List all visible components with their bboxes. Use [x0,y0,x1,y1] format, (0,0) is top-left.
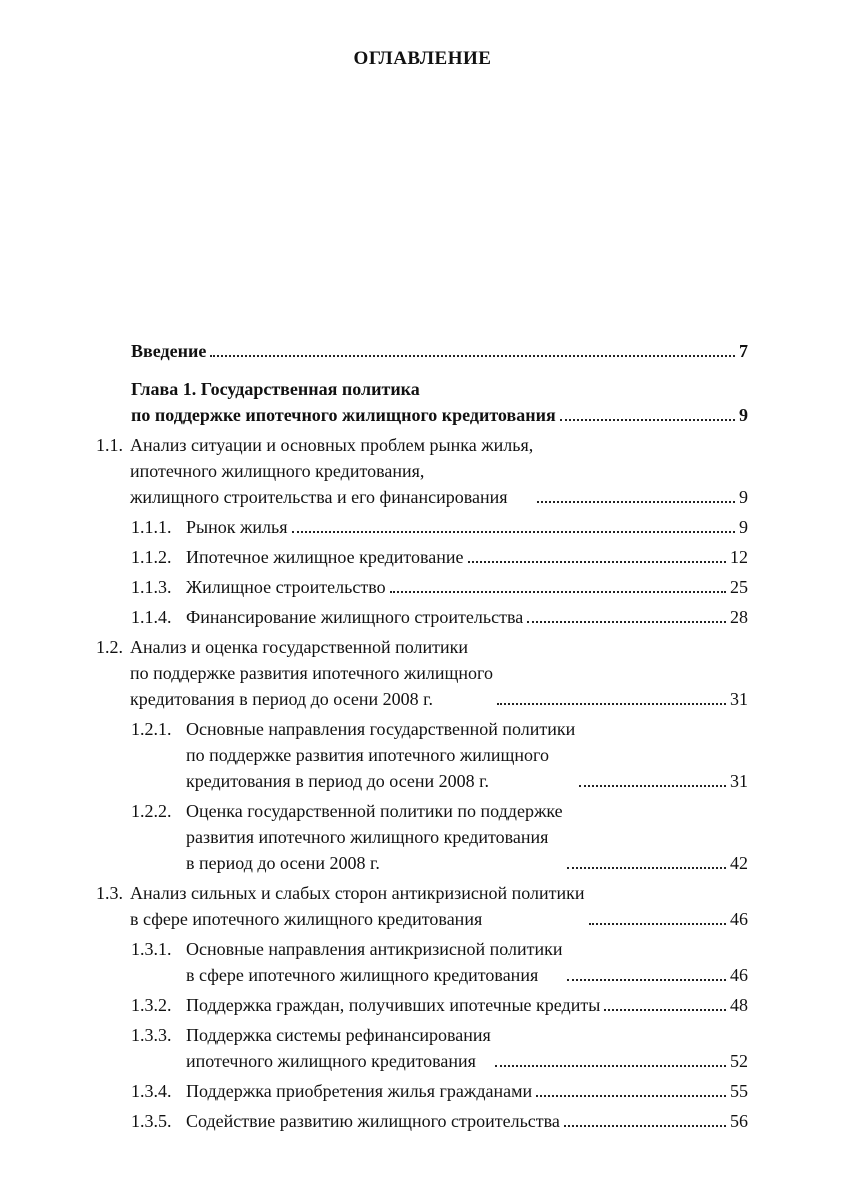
toc-entry [96,880,748,932]
toc-entry-number: 1.2.1. [131,719,172,739]
dot-leader [537,501,735,503]
toc-entry-title-line: Анализ ситуации и основных проблем рынка жилья, [130,435,534,455]
toc-entry [96,544,748,570]
toc-entry-title-line: Финансирование жилищного строительства [186,607,524,627]
dot-leader [527,621,726,623]
toc-entry [96,604,748,630]
dot-leader [468,561,726,563]
toc-entry-title-line: в период до осени 2008 г. [186,853,380,873]
toc-entry-title-line: ипотечного жилищного кредитования, [130,461,425,481]
toc-entry-number: 1.3.2. [131,995,172,1015]
toc-entry [96,1108,748,1134]
toc-page-number: 55 [730,1081,748,1101]
toc-entry-title-line: Ипотечное жилищное кредитование [186,547,464,567]
dot-leader [210,355,735,357]
toc-entry [96,376,748,428]
toc-entry-title-line: Рынок жилья [186,517,288,537]
toc-entry-title-line: кредитования в период до осени 2008 г. [186,771,490,791]
toc-entry-number: 1.2. [96,637,123,657]
toc-entry-title-line: ипотечного жилищного кредитования [186,1051,476,1071]
toc-entry [96,1078,748,1104]
dot-leader [495,1065,726,1067]
toc-entry-title-line: Глава 1. Государственная политика [131,379,420,399]
toc-page-number: 48 [730,995,748,1015]
toc-entry-title-line: Содействие развитию жилищного строительства [186,1111,560,1131]
toc-entry [96,1022,748,1074]
toc-entry-title-line: Поддержка системы рефинансирования [186,1025,491,1045]
toc-page-number: 56 [730,1111,748,1131]
toc-page-number: 25 [730,577,748,597]
toc-entry-title-line: Введение [131,341,207,361]
toc-page-number: 31 [730,689,748,709]
toc-entry [96,798,748,876]
dot-leader [604,1009,726,1011]
toc-page-number: 7 [739,341,748,361]
toc-entry-title-line: Основные направления государственной политики [186,719,576,739]
dot-leader [564,1125,726,1127]
dot-leader [567,867,726,869]
dot-leader [536,1095,726,1097]
toc-page-number: 52 [730,1051,748,1071]
toc-entry-title-line: Анализ сильных и слабых сторон антикризисной политики [130,883,585,903]
toc-entry-title-line: Поддержка граждан, получивших ипотечные кредиты [186,995,601,1015]
toc-entry-title-line: по поддержке развития ипотечного жилищного [186,745,549,765]
dot-leader [567,979,726,981]
toc-entry-number: 1.3.4. [131,1081,172,1101]
toc-page-number: 9 [739,517,748,537]
toc-entry [96,936,748,988]
toc-entry [96,634,748,712]
toc-entry-number: 1.1.3. [131,577,172,597]
toc-entry-title-line: Поддержка приобретения жилья гражданами [186,1081,533,1101]
toc-page-number: 42 [730,853,748,873]
toc-entry-title-line: по поддержке развития ипотечного жилищного [130,663,493,683]
toc-page-number: 46 [730,909,748,929]
toc-entry-number: 1.3. [96,883,123,903]
toc-page-number: 12 [730,547,748,567]
dot-leader [579,785,726,787]
toc-entry-title-line: кредитования в период до осени 2008 г. [130,689,434,709]
toc-entry-number: 1.1.4. [131,607,172,627]
toc-entry-title-line: в сфере ипотечного жилищного кредитования [186,965,539,985]
toc-page-number: 28 [730,607,748,627]
toc-entry [96,432,748,510]
toc-entry-title-line: Основные направления антикризисной политики [186,939,563,959]
toc-entry-title-line: в сфере ипотечного жилищного кредитования [130,909,483,929]
toc-entry-title-line: жилищного строительства и его финансирования [130,487,508,507]
toc-entry [96,992,748,1018]
toc-entry-title-line: развития ипотечного жилищного кредитования [186,827,549,847]
toc-entry-title-line: по поддержке ипотечного жилищного кредитования [131,405,556,425]
toc-entry [96,514,748,540]
toc-entry-number: 1.3.3. [131,1025,172,1045]
dot-leader [560,419,735,421]
toc-entry-title-line: Анализ и оценка государственной политики [130,637,469,657]
page-title: ОГЛАВЛЕНИЕ [353,48,492,69]
toc-entry [96,338,748,364]
toc-page-number: 31 [730,771,748,791]
dot-leader [497,703,726,705]
toc-entry [96,716,748,794]
toc-entry-number: 1.3.5. [131,1111,172,1131]
toc-entry-number: 1.1. [96,435,123,455]
toc-entry-number: 1.1.1. [131,517,172,537]
toc-entry-title-line: Оценка государственной политики по поддержке [186,801,563,821]
toc-page-number: 9 [739,487,748,507]
toc-entry-number: 1.2.2. [131,801,172,821]
toc-entry-number: 1.1.2. [131,547,172,567]
toc-entry-title-line: Жилищное строительство [186,577,386,597]
dot-leader [589,923,726,925]
toc-page-number: 46 [730,965,748,985]
toc-entry-number: 1.3.1. [131,939,172,959]
toc-entry [96,574,748,600]
dot-leader [390,591,726,593]
table-of-contents [96,338,748,1134]
toc-page-number: 9 [739,405,748,425]
dot-leader [292,531,735,533]
